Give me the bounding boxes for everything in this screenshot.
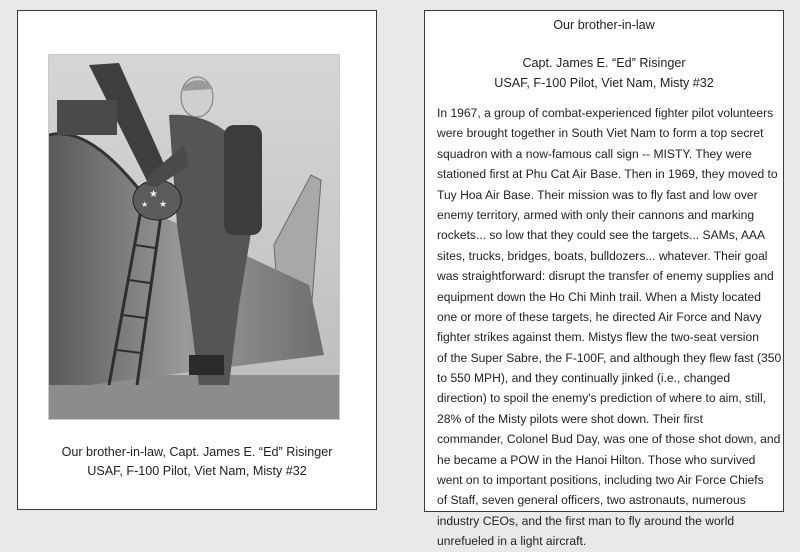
body-line: was straightforward: disrupt the transfer of enemy supplies and: [437, 269, 774, 284]
body-line: industry CEOs, and the first man to fly around the world: [437, 513, 735, 528]
body-line: squadron with a now-famous call sign -- MISTY. They were: [437, 146, 752, 161]
body-line: were brought together in South Viet Nam to form a top secret: [437, 126, 764, 141]
svg-text:★: ★: [149, 189, 158, 200]
subtitle-line-2: USAF, F-100 Pilot, Viet Nam, Misty #32: [494, 76, 714, 90]
body-line: commander, Colonel Bud Day, was one of those shot down, and: [437, 432, 781, 447]
subtitle-line-1: Capt. James E. “Ed” Risinger: [522, 56, 686, 70]
caption-line-2: USAF, F-100 Pilot, Viet Nam, Misty #32: [87, 464, 307, 478]
body-line: went on to important positions, including two Air Force Chiefs: [437, 473, 764, 488]
svg-text:★: ★: [141, 200, 149, 209]
body-line: equipment down the Ho Chi Minh trail. When a Misty located: [437, 289, 761, 304]
body-line: to 550 MPH), and they continually jinked (i.e., changed: [437, 371, 731, 386]
pilot-photo-icon: [49, 55, 339, 419]
biography-body: [437, 103, 782, 552]
svg-text:★: ★: [159, 199, 168, 209]
body-line: rockets... so low that they could see the targets... SAMs, AAA: [437, 228, 766, 243]
body-line: sites, trucks, bridges, boats, bulldozers... whatever. Their goal: [437, 248, 768, 263]
body-line: enemy territory, armed with only their cannons and marking: [437, 207, 755, 222]
pilot-photo: [48, 54, 340, 420]
biography-card: [424, 10, 784, 549]
body-line: of the Super Sabre, the F-100F, and although they flew fast (350: [437, 350, 782, 365]
body-line: direction) to spoil the enemy's prediction of where to aim, still,: [437, 391, 766, 406]
body-line: 28% of the Misty pilots were shot down. Their first: [437, 411, 703, 426]
body-line: stationed first at Phu Cat Air Base. Then in 1969, they moved to: [437, 167, 778, 182]
photo-caption: [18, 443, 376, 481]
caption-line-1: Our brother-in-law, Capt. James E. “Ed” Risinger: [61, 445, 333, 459]
body-line: one or more of these targets, he directed Air Force and Navy: [437, 309, 762, 324]
body-line: unrefueled in a light aircraft.: [437, 534, 587, 549]
body-line: In 1967, a group of combat-experienced fighter pilot volunteers: [437, 106, 774, 120]
biography-title: Our brother-in-law: [553, 18, 655, 32]
body-line: he became a POW in the Hanoi Hilton. Those who survived: [437, 452, 756, 467]
body-line: of Staff, seven general officers, two astronauts, numerous: [437, 493, 746, 508]
photo-card: [17, 10, 377, 510]
body-line: fighter strikes against them. Mistys flew the two-seat version: [437, 330, 759, 345]
biography-subtitle: [425, 53, 783, 93]
body-line: Tuy Hoa Air Base. Their mission was to fly fast and low over: [437, 187, 758, 202]
